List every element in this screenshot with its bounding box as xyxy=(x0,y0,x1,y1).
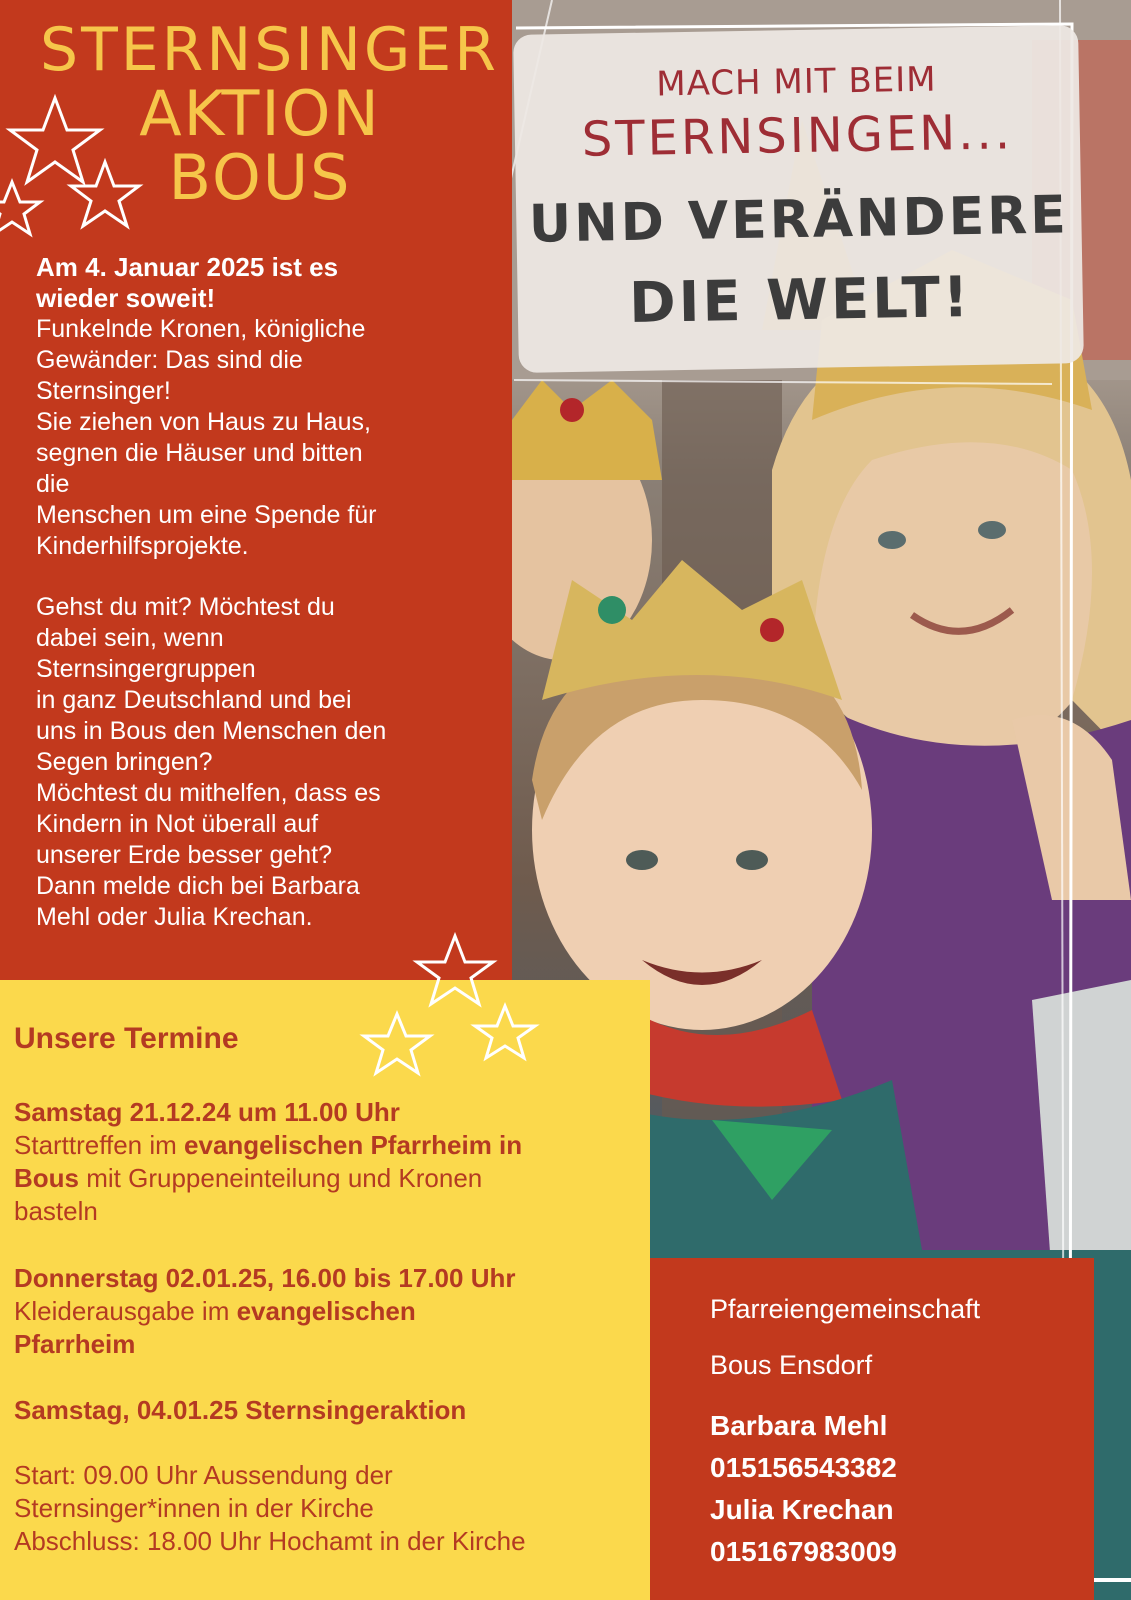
intro-lead-1: Am 4. Januar 2025 ist es xyxy=(36,252,339,282)
event-1 xyxy=(14,1096,634,1228)
intro-p2-line: Dann melde dich bei Barbara xyxy=(36,872,360,900)
intro-p2-line: dabei sein, wenn xyxy=(36,624,224,652)
intro-p1-line: Menschen um eine Spende für xyxy=(36,501,377,529)
intro-p1-line: Sternsinger! xyxy=(36,377,171,405)
intro-text xyxy=(36,252,486,933)
event-3-line-2: Sternsinger*innen in der Kirche xyxy=(14,1493,374,1523)
slogan-line-4: DIE WELT! xyxy=(628,265,972,336)
event-3-head: Samstag, 04.01.25 Sternsingeraktion xyxy=(14,1395,467,1425)
event-3 xyxy=(14,1394,634,1558)
star-icon xyxy=(364,1014,430,1073)
event-3-line-1: Start: 09.00 Uhr Aussendung der xyxy=(14,1460,393,1490)
org-name: Pfarreiengemeinschaft xyxy=(710,1294,981,1324)
contact-phone-1: 015156543382 xyxy=(710,1452,897,1483)
event-2 xyxy=(14,1262,634,1361)
star-icon-group-dates xyxy=(355,930,545,1090)
intro-p1-line: die xyxy=(36,470,70,498)
slogan-card xyxy=(513,25,1084,373)
intro-p2-line: Gehst du mit? Möchtest du xyxy=(36,593,335,621)
star-icon-group xyxy=(0,90,160,250)
intro-p2-line: unserer Erde besser geht? xyxy=(36,841,333,869)
contact-name-2: Julia Krechan xyxy=(710,1494,894,1525)
event-1-head: Samstag 21.12.24 um 11.00 Uhr xyxy=(14,1097,400,1127)
intro-p1-line: Gewänder: Das sind die xyxy=(36,346,303,374)
event-1-location: evangelischen Pfarrheim in xyxy=(184,1130,523,1160)
event-1-text: Starttreffen im xyxy=(14,1130,185,1160)
slogan-line-1: MACH MIT BEIM xyxy=(656,59,937,105)
title-line-2: AKTION xyxy=(139,77,381,150)
contact-name-1: Barbara Mehl xyxy=(710,1410,888,1441)
dates-heading: Unsere Termine xyxy=(14,1022,239,1055)
event-2-location-2: Pfarrheim xyxy=(14,1329,136,1359)
org-location: Bous Ensdorf xyxy=(710,1350,873,1380)
event-1-location-town: Bous xyxy=(14,1163,79,1193)
intro-p2-line: Sternsingergruppen xyxy=(36,655,256,683)
intro-p2-line: in ganz Deutschland und bei xyxy=(36,686,352,714)
event-2-text: Kleiderausgabe im xyxy=(14,1296,237,1326)
star-icon xyxy=(0,182,40,234)
star-icon xyxy=(10,98,100,182)
intro-p2-line: Kindern in Not überall auf xyxy=(36,810,319,838)
event-1-text-2: mit Gruppeneinteilung und Kronen xyxy=(79,1163,483,1193)
intro-p1-line: segnen die Häuser und bitten xyxy=(36,439,363,467)
title-line-1: STERNSINGER xyxy=(40,15,499,85)
contact-phone-2: 015167983009 xyxy=(710,1536,897,1567)
intro-p2-line: uns in Bous den Menschen den xyxy=(36,717,387,745)
intro-p1-line: Kinderhilfsprojekte. xyxy=(36,532,249,560)
intro-p1-line: Funkelnde Kronen, königliche xyxy=(36,315,366,343)
slogan-line-2: STERNSINGEN... xyxy=(581,104,1014,168)
intro-p1-line: Sie ziehen von Haus zu Haus, xyxy=(36,408,371,436)
star-icon xyxy=(475,1006,535,1058)
event-1-text-3: basteln xyxy=(14,1196,98,1226)
slogan-line-3: UND VERÄNDERE xyxy=(528,185,1070,255)
intro-p2-line: Mehl oder Julia Krechan. xyxy=(36,903,313,931)
intro-lead-2: wieder soweit! xyxy=(36,283,216,313)
intro-p2-line: Segen bringen? xyxy=(36,748,213,776)
event-2-head: Donnerstag 02.01.25, 16.00 bis 17.00 Uhr xyxy=(14,1263,516,1293)
event-3-line-3: Abschluss: 18.00 Uhr Hochamt in der Kirche xyxy=(14,1526,526,1556)
intro-p2-line: Möchtest du mithelfen, dass es xyxy=(36,779,381,807)
title-line-3: BOUS xyxy=(168,141,352,214)
contact-box xyxy=(650,1258,1094,1600)
star-icon xyxy=(417,936,493,1004)
event-2-location: evangelischen xyxy=(236,1296,416,1326)
